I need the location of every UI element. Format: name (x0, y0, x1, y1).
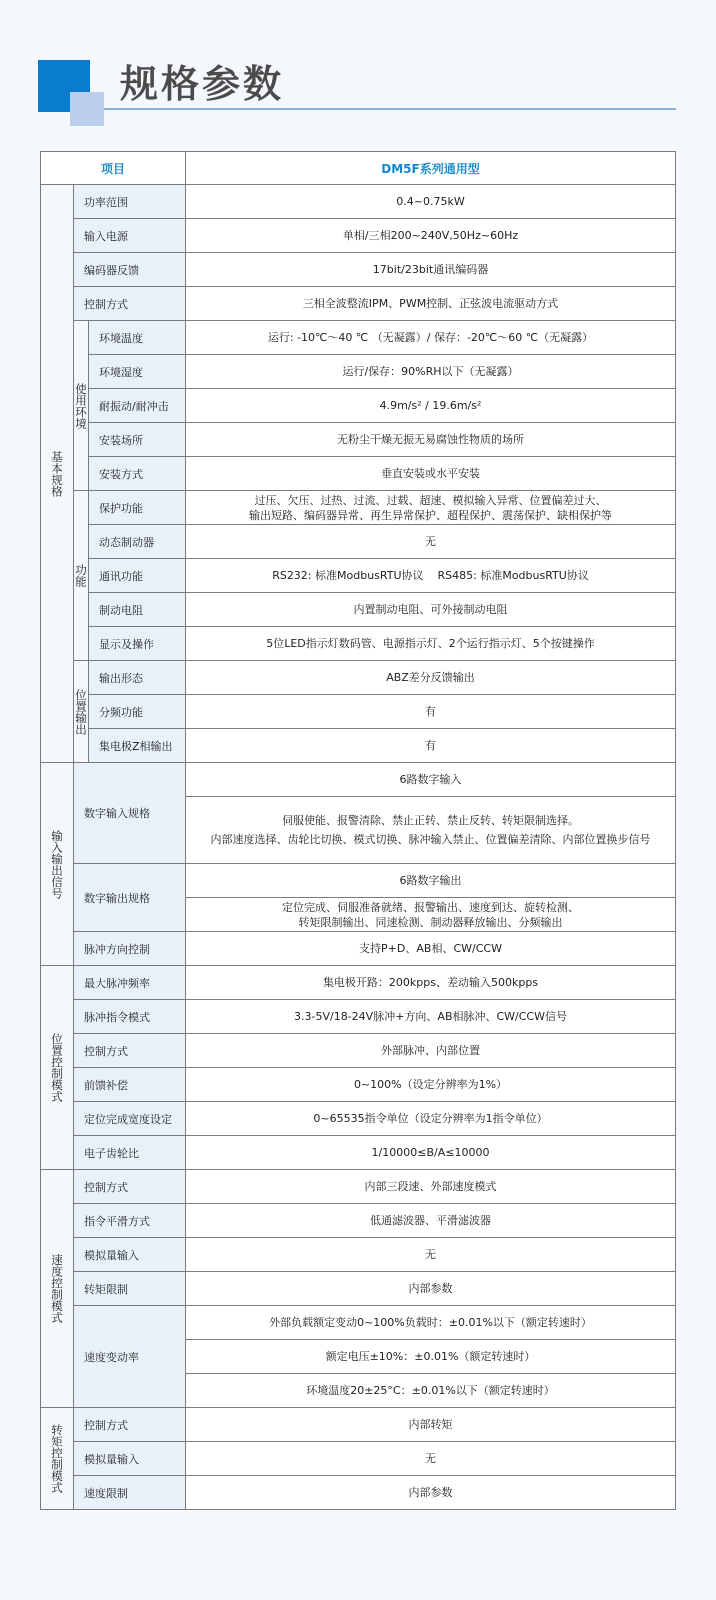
item-dout: 数字输出规格 (74, 864, 186, 932)
table-row (41, 1068, 676, 1102)
value-spd-var-1: 外部负载额定变动0~100%负载时：±0.01%以下（额定转速时） (186, 1306, 676, 1340)
item-spd-var: 速度变动率 (74, 1306, 186, 1408)
value-max-pulse: 集电极开路：200kpps、差动输入500kpps (186, 966, 676, 1000)
item-out-form: 输出形态 (89, 661, 186, 695)
table-row (41, 1204, 676, 1238)
item-pulse-cmd: 脉冲指令模式 (74, 1000, 186, 1034)
item-comm: 通讯功能 (89, 559, 186, 593)
value-control-mode: 三相全波整流IPM、PWM控制、正弦波电流驱动方式 (186, 287, 676, 321)
value-protection-line1: 过压、欠压、过热、过流、过载、超速、模拟输入异常、位置偏差过大、 (254, 493, 607, 507)
table-row (41, 1442, 676, 1476)
table-row (41, 966, 676, 1000)
value-protection-line2: 输出短路、编码器异常、再生异常保护、超程保护、震荡保护、缺相保护等 (249, 508, 612, 522)
value-install-place: 无粉尘干燥无振无易腐蚀性物质的场所 (186, 423, 676, 457)
group-io: 输入输出信号 (41, 763, 74, 966)
value-env-temp: 运行: -10℃～40 ℃ （无凝露）/ 保存：-20℃～60 ℃（无凝露） (186, 321, 676, 355)
value-env-humid: 运行/保存：90%RH以下（无凝露） (186, 355, 676, 389)
item-pulse-dir: 脉冲方向控制 (74, 932, 186, 966)
spec-table (40, 151, 676, 1510)
item-display: 显示及操作 (89, 627, 186, 661)
value-encoder: 17bit/23bit通讯编码器 (186, 253, 676, 287)
value-display: 5位LED指示灯数码管、电源指示灯、2个运行指示灯、5个按键操作 (186, 627, 676, 661)
table-row (41, 1136, 676, 1170)
item-spd-ctrl-mode: 控制方式 (74, 1170, 186, 1204)
item-pos-done-width: 定位完成宽度设定 (74, 1102, 186, 1136)
value-spd-var-3: 环境温度20±25°C：±0.01%以下（额定转速时） (186, 1374, 676, 1408)
value-out-form: ABZ差分反馈输出 (186, 661, 676, 695)
table-row (41, 1408, 676, 1442)
group-func: 功能 (74, 491, 89, 661)
item-install-place: 安装场所 (89, 423, 186, 457)
value-analog-in: 无 (186, 1238, 676, 1272)
value-trq-ctrl-mode: 内部转矩 (186, 1408, 676, 1442)
table-row (41, 1272, 676, 1306)
value-input-power: 单相/三相200~240V,50Hz~60Hz (186, 219, 676, 253)
table-row (41, 627, 676, 661)
item-div-func: 分频功能 (89, 695, 186, 729)
table-row (41, 321, 676, 355)
value-din-detail (186, 797, 676, 864)
value-pos-done-width: 0~65535指令单位（设定分辨率为1指令单位） (186, 1102, 676, 1136)
group-spd-ctrl: 速度控制模式 (41, 1170, 74, 1408)
value-dout-line1: 定位完成、伺服准备就绪、报警输出、速度到达、旋转检测、 (282, 900, 579, 914)
item-e-gear: 电子齿轮比 (74, 1136, 186, 1170)
item-install-method: 安装方式 (89, 457, 186, 491)
value-pos-ctrl-mode: 外部脉冲、内部位置 (186, 1034, 676, 1068)
item-trq-ctrl-mode: 控制方式 (74, 1408, 186, 1442)
table-row (41, 559, 676, 593)
item-max-pulse: 最大脉冲频率 (74, 966, 186, 1000)
table-row (41, 695, 676, 729)
group-env: 使用环境 (74, 321, 89, 491)
item-feedforward: 前馈补偿 (74, 1068, 186, 1102)
item-torque-limit: 转矩限制 (74, 1272, 186, 1306)
item-control-mode: 控制方式 (74, 287, 186, 321)
item-dyn-brake: 动态制动器 (89, 525, 186, 559)
value-power-range: 0.4~0.75kW (186, 185, 676, 219)
item-brake-res: 制动电阻 (89, 593, 186, 627)
table-row (41, 1000, 676, 1034)
item-power-range: 功率范围 (74, 185, 186, 219)
table-row (41, 1170, 676, 1204)
table-row (41, 1306, 676, 1340)
table-row (41, 593, 676, 627)
value-z-out: 有 (186, 729, 676, 763)
table-row (41, 864, 676, 898)
group-pos-ctrl: 位置控制模式 (41, 966, 74, 1170)
item-trq-analog-in: 模拟量输入 (74, 1442, 186, 1476)
value-dout-count: 6路数字输出 (186, 864, 676, 898)
value-spd-var-2: 额定电压±10%：±0.01%（额定转速时） (186, 1340, 676, 1374)
table-row (41, 1476, 676, 1510)
item-spd-limit: 速度限制 (74, 1476, 186, 1510)
item-pos-ctrl-mode: 控制方式 (74, 1034, 186, 1068)
table-row (41, 423, 676, 457)
group-pos-out: 位置输出 (74, 661, 89, 763)
item-cmd-smooth: 指令平滑方式 (74, 1204, 186, 1238)
value-spd-ctrl-mode: 内部三段速、外部速度模式 (186, 1170, 676, 1204)
value-din-line2: 内部速度选择、齿轮比切换、模式切换、脉冲输入禁止、位置偏差清除、内部位置换步信号 (210, 833, 651, 846)
page-title: 规格参数 (120, 62, 285, 106)
value-feedforward: 0~100%（设定分辨率为1%） (186, 1068, 676, 1102)
page-header (0, 0, 716, 150)
item-protection: 保护功能 (89, 491, 186, 525)
table-row (41, 1102, 676, 1136)
header-model: DM5F系列通用型 (186, 152, 676, 185)
table-row (41, 763, 676, 797)
table-row (41, 389, 676, 423)
table-row (41, 1238, 676, 1272)
value-dout-line2: 转矩限制输出、同速检测、制动器释放输出、分频输出 (298, 915, 563, 929)
title-underline (104, 108, 676, 110)
value-dout-detail (186, 898, 676, 932)
value-spd-limit: 内部参数 (186, 1476, 676, 1510)
item-env-temp: 环境温度 (89, 321, 186, 355)
item-z-out: 集电极Z相输出 (89, 729, 186, 763)
value-brake-res: 内置制动电阻、可外接制动电阻 (186, 593, 676, 627)
value-protection (186, 491, 676, 525)
table-row (41, 932, 676, 966)
table-row (41, 219, 676, 253)
value-trq-analog-in: 无 (186, 1442, 676, 1476)
table-row (41, 491, 676, 525)
value-cmd-smooth: 低通滤波器、平滑滤波器 (186, 1204, 676, 1238)
header-item: 项目 (41, 152, 186, 185)
item-analog-in: 模拟量输入 (74, 1238, 186, 1272)
table-row (41, 253, 676, 287)
value-vibration: 4.9m/s² / 19.6m/s² (186, 389, 676, 423)
value-pulse-dir: 支持P+D、AB相、CW/CCW (186, 932, 676, 966)
value-dyn-brake: 无 (186, 525, 676, 559)
table-row (41, 185, 676, 219)
value-din-line1: 伺服使能、报警清除、禁止正转、禁止反转、转矩限制选择。 (282, 814, 579, 827)
table-row (41, 457, 676, 491)
title-decoration-square-light (70, 92, 104, 126)
table-row (41, 1034, 676, 1068)
value-torque-limit: 内部参数 (186, 1272, 676, 1306)
table-header-row (41, 152, 676, 185)
value-install-method: 垂直安装或水平安装 (186, 457, 676, 491)
group-trq-ctrl: 转矩控制模式 (41, 1408, 74, 1510)
item-env-humid: 环境湿度 (89, 355, 186, 389)
value-pulse-cmd: 3.3-5V/18-24V脉冲+方向、AB相脉冲、CW/CCW信号 (186, 1000, 676, 1034)
table-row (41, 729, 676, 763)
item-din: 数字输入规格 (74, 763, 186, 864)
table-row (41, 287, 676, 321)
value-e-gear: 1/10000≤B/A≤10000 (186, 1136, 676, 1170)
value-comm: RS232: 标准ModbusRTU协议 RS485: 标准ModbusRTU协议 (186, 559, 676, 593)
item-input-power: 输入电源 (74, 219, 186, 253)
table-row (41, 661, 676, 695)
item-encoder: 编码器反馈 (74, 253, 186, 287)
table-row (41, 355, 676, 389)
item-vibration: 耐振动/耐冲击 (89, 389, 186, 423)
group-basic: 基本规格 (41, 185, 74, 763)
value-div-func: 有 (186, 695, 676, 729)
value-din-count: 6路数字输入 (186, 763, 676, 797)
table-row (41, 525, 676, 559)
